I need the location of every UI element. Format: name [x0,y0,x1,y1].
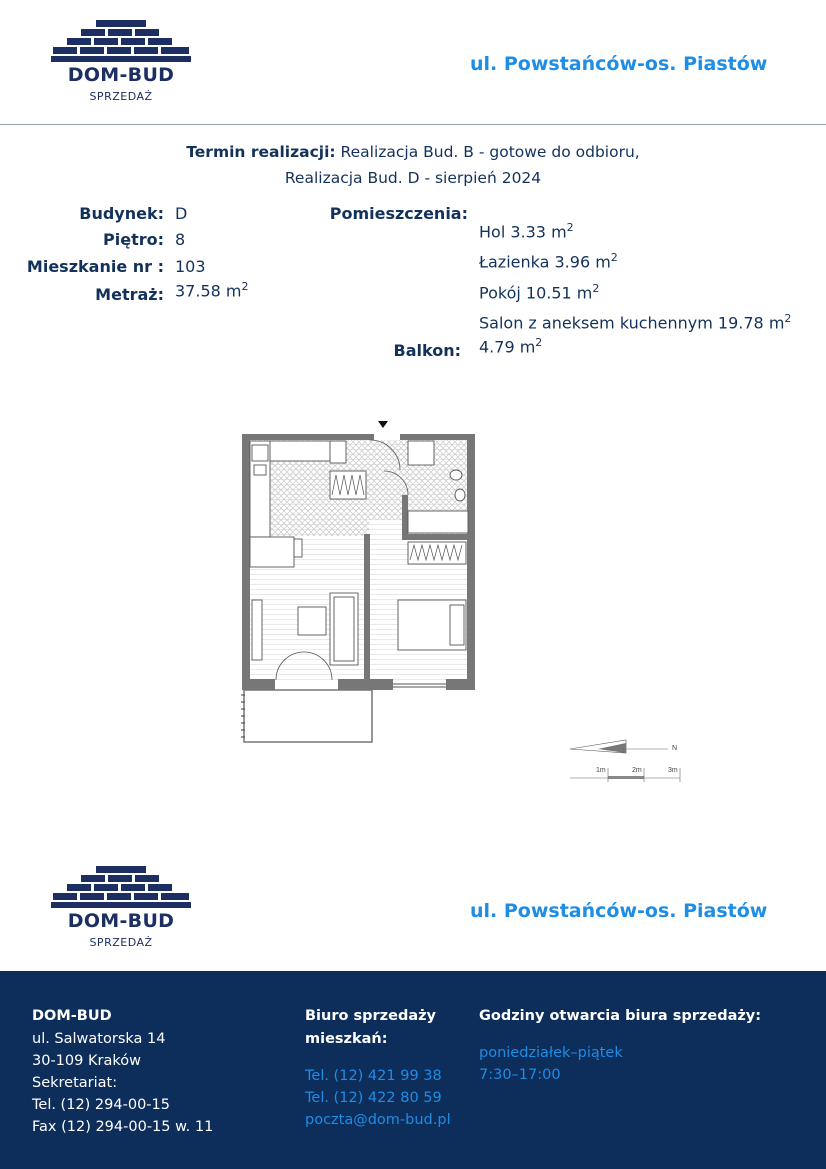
logo-brand-name: DOM-BUD [67,910,175,932]
footer-office-email[interactable]: poczta@dom-bud.pl [305,1112,451,1128]
area-unit-exponent: 2 [241,280,249,293]
rooms-list [479,215,791,336]
floor-value: 8 [175,230,186,249]
logo-tagline: SPRZEDAŻ [89,936,153,949]
room-item: Hol 3.33 $m^2$ [479,221,574,242]
footer-hours-days: poniedziałek–piątek [479,1045,623,1061]
entry-arrow-icon [378,421,388,428]
footer-hours-title: Godziny otwarcia biura sprzedaży: [479,1008,762,1024]
floor-plan [236,415,486,750]
footer-secretariat: Sekretariat: [32,1075,118,1091]
scale-label-3m: 3m [668,767,678,774]
area-value [175,280,248,300]
balcony-label: Balkon: [393,341,461,360]
scale-label-1m: 1m [596,767,606,774]
term-line2: Realizacja Bud. D - sierpień 2024 [284,169,542,187]
term-label: Termin realizacji: [186,143,336,161]
footer-company [32,1005,213,1138]
area-label: Metraż: [95,285,164,304]
footer-office-title-1: Biuro sprzedaży [305,1008,436,1024]
footer-company-name: DOM-BUD [32,1008,112,1024]
building-value: D [175,204,188,223]
header-address: ul. Powstańców-os. Piastów [470,53,768,75]
footer-office-phone-1[interactable]: Tel. (12) 421 99 38 [305,1068,442,1084]
logo-tagline: SPRZEDAŻ [89,90,153,103]
scale-bar [568,738,688,784]
building-label: Budynek: [79,204,164,223]
footer-street: ul. Salwatorska 14 [32,1031,166,1047]
room-item: Łazienka 3.96 $m^2$ [479,251,618,272]
room-item: Salon z aneksem kuchennym 19.78 $m^2$ [479,311,792,333]
top-logo[interactable] [51,20,191,110]
footer-office [305,1005,451,1131]
footer-office-title-2: mieszkań: [305,1031,388,1047]
footer-hours-time: 7:30–17:00 [479,1067,561,1083]
room-item: Pokój 10.51 $m^2$ [479,281,600,302]
footer [0,971,826,1169]
flat-number-label: Mieszkanie nr : [26,257,164,276]
floor-label: Piętro: [103,230,164,249]
logo-brand-name: DOM-BUD [67,64,175,86]
footer-city: 30-109 Kraków [32,1053,141,1069]
footer-address-heading: ul. Powstańców-os. Piastów [470,900,768,922]
bricks-icon [51,20,191,64]
footer-phone: Tel. (12) 294-00-15 [32,1097,170,1113]
footer-office-phone-2[interactable]: Tel. (12) 422 80 59 [305,1090,442,1106]
rooms-label: Pomieszczenia: [329,204,468,223]
bottom-logo[interactable] [51,866,191,956]
balcony-value: 4.79 $m^2$ [479,336,543,357]
header-divider [0,124,826,125]
scale-label-2m: 2m [632,767,642,774]
flat-number-value: 103 [175,257,206,276]
bricks-icon [51,866,191,910]
term-block [0,139,826,191]
footer-hours [479,1005,761,1086]
area-number: 37.58 m [175,281,242,301]
term-line1: Realizacja Bud. B - gotowe do odbioru, [340,143,640,161]
north-label: N [672,745,678,752]
footer-fax: Fax (12) 294-00-15 w. 11 [32,1119,214,1135]
